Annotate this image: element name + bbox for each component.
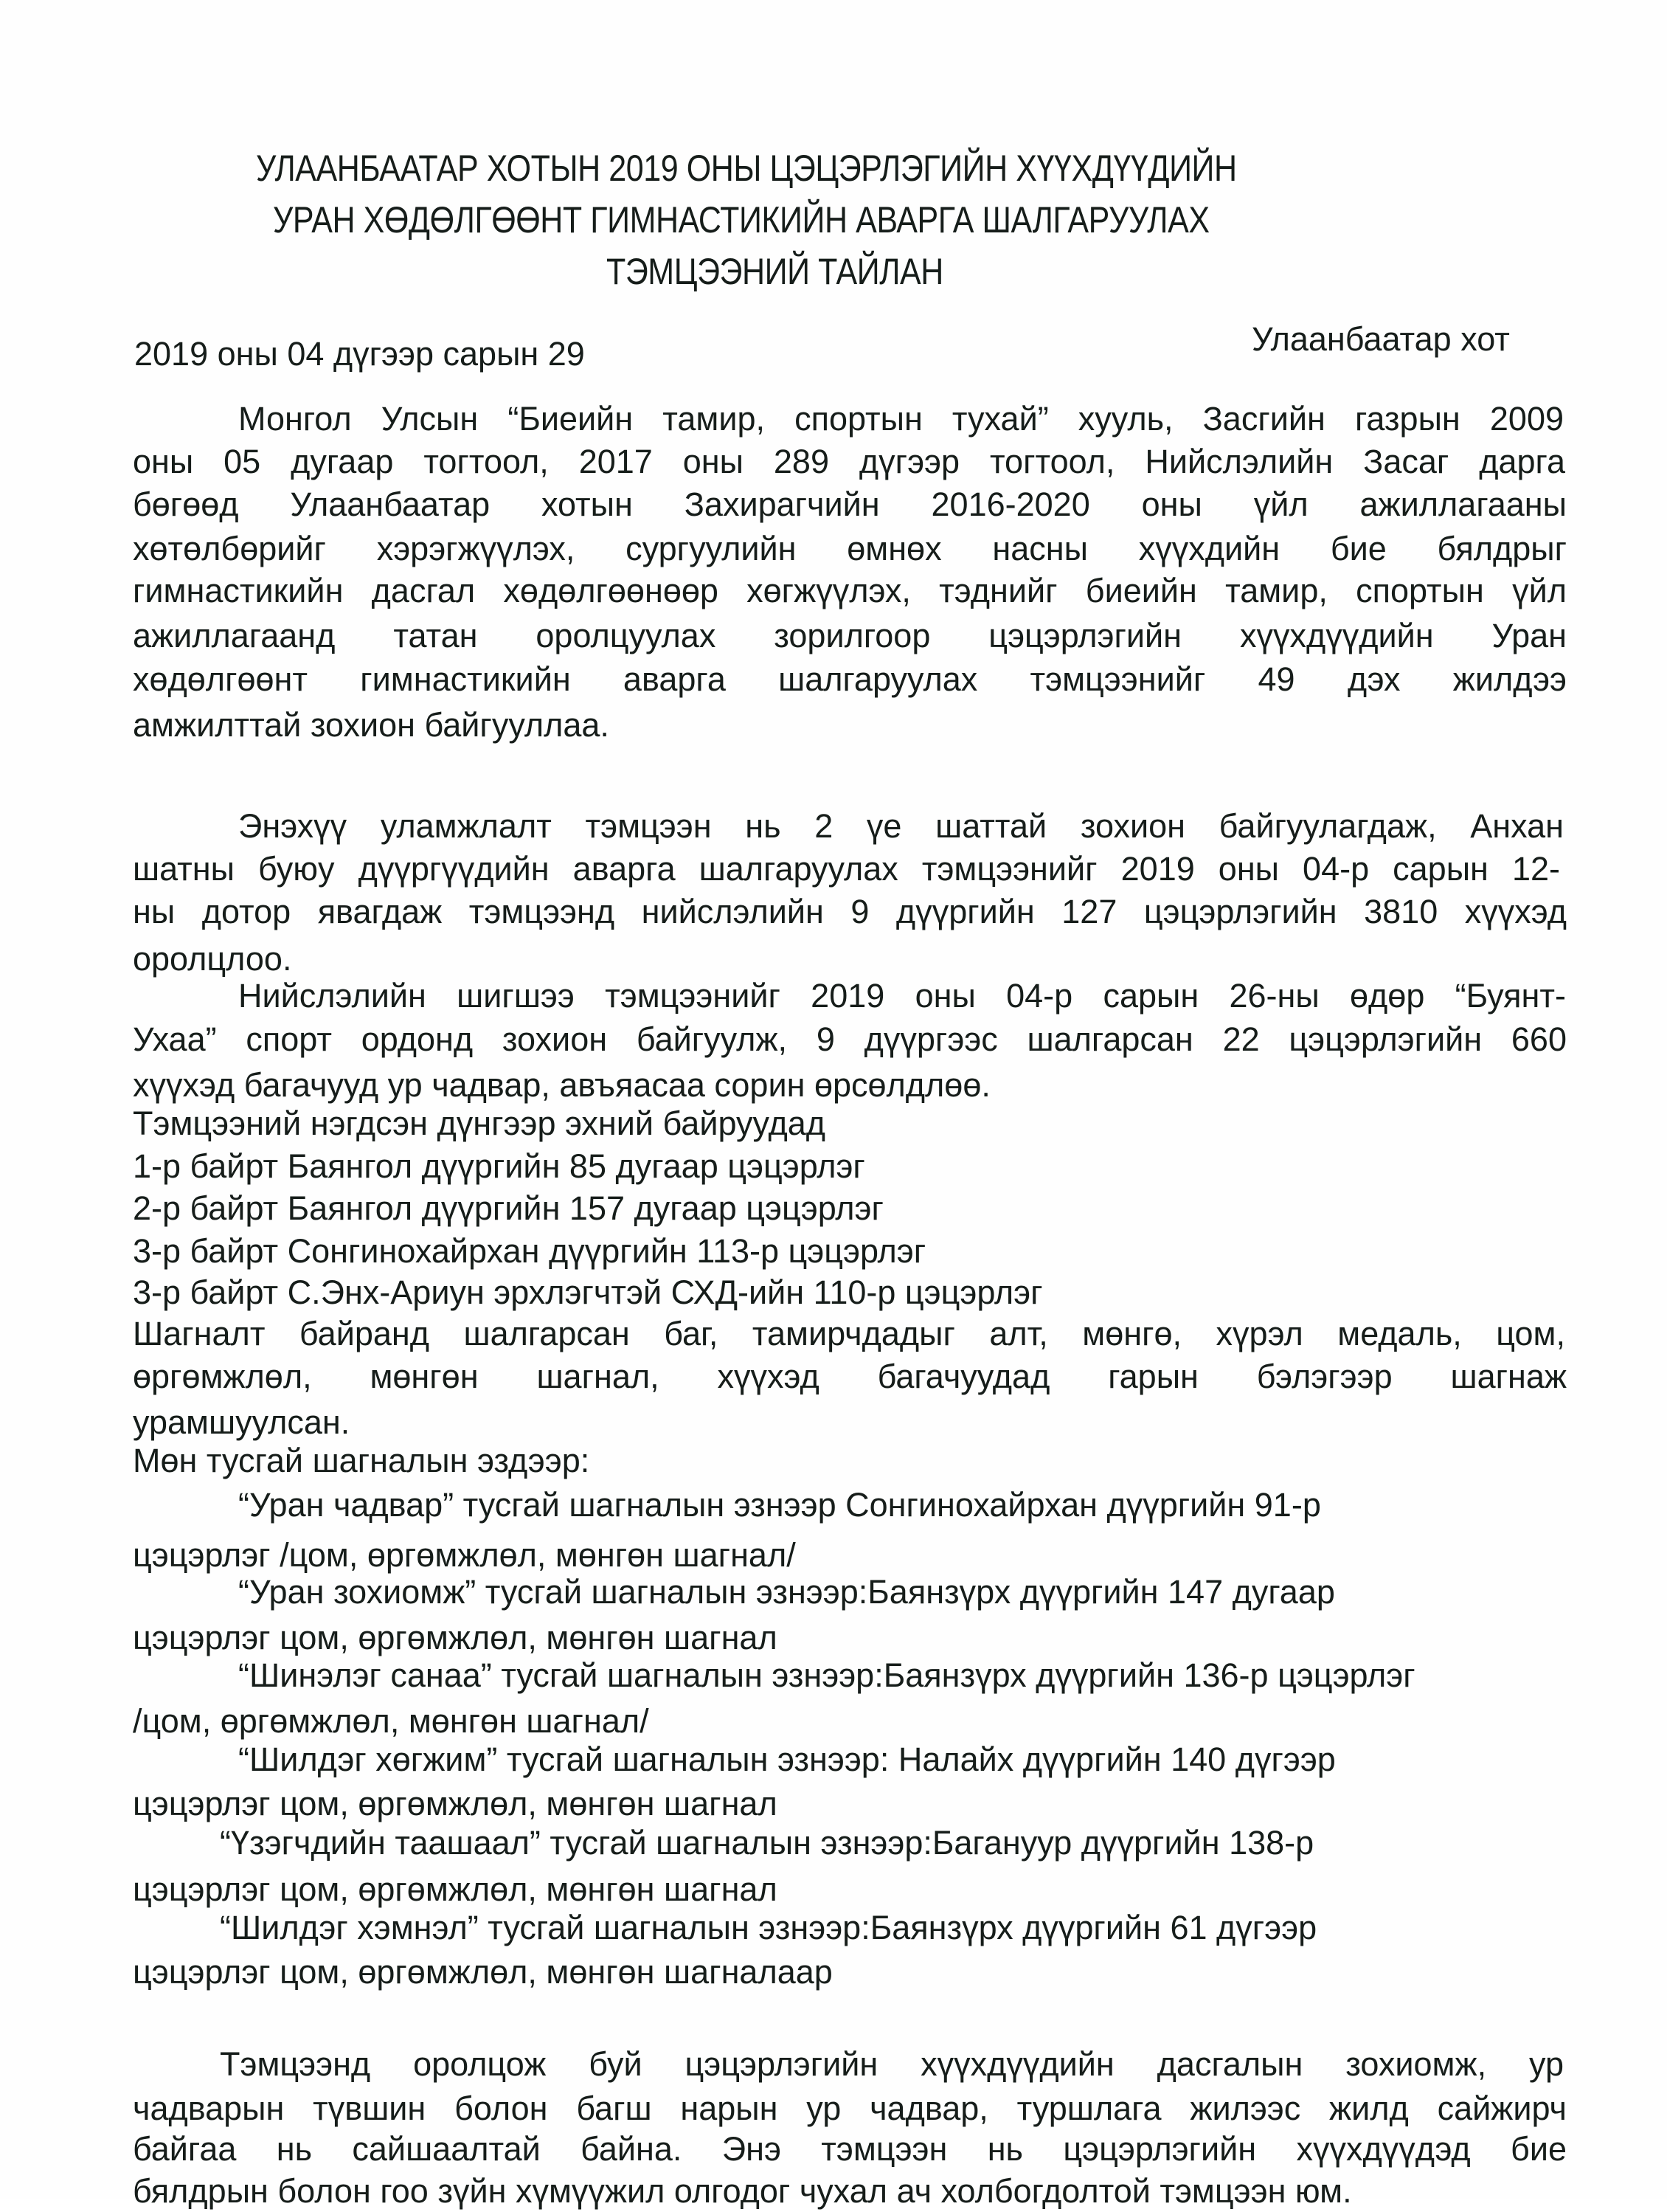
prize-text-line: Шагналт байранд шалгарсан баг, тамирчдадыг алт, мөнгө, хүрэл медаль, цом, xyxy=(133,1315,1565,1352)
special-award-line: цэцэрлэг цом, өргөмжлөл, мөнгөн шагнал xyxy=(133,1785,777,1822)
paragraph-line: хөдөлгөөнт гимнастикийн аварга шалгаруулах тэмцээнийг 49 дэх жилдээ xyxy=(133,660,1567,698)
paragraph-line: шатны буюу дүүргүүдийн аварга шалгаруулах тэмцээнийг 2019 оны 04-р сарын 12- xyxy=(133,850,1560,888)
special-award-line: цэцэрлэг цом, өргөмжлөл, мөнгөн шагнал xyxy=(133,1870,777,1908)
result-place-3b: 3-р байрт С.Энх-Ариун эрхлэгчтэй СХД-ийн 110-р цэцэрлэг xyxy=(133,1273,1043,1311)
paragraph-line: гимнастикийн дасгал хөдөлгөөнөөр хөгжүүлэх, тэднийг биеийн тамир, спортын үйл xyxy=(133,572,1567,609)
paragraph-line: Энэхүү уламжлалт тэмцээн нь 2 үе шаттай зохион байгуулагдаж, Анхан xyxy=(238,807,1564,845)
result-place-2: 2-р байрт Баянгол дүүргийн 157 дугаар цэцэрлэг xyxy=(133,1189,884,1227)
document-date: 2019 оны 04 дүгээр сарын 29 xyxy=(134,335,585,373)
special-award-line: “Шилдэг хэмнэл” тусгай шагналын эзнээр:Баянзүрх дүүргийн 61 дүгээр xyxy=(220,1909,1317,1946)
paragraph-line: амжилттай зохион байгууллаа. xyxy=(133,706,609,744)
document-title-line-1: УЛААНБААТАР ХОТЫН 2019 ОНЫ ЦЭЦЭРЛЭГИЙН ХҮҮХДҮҮДИЙН xyxy=(256,148,1237,189)
prize-text-line: урамшуулсан. xyxy=(133,1403,350,1441)
special-award-line: “Уран зохиомж” тусгай шагналын эзнээр:Баянзүрх дүүргийн 147 дугаар xyxy=(238,1573,1335,1611)
paragraph-line: хүүхэд багачууд ур чадвар, авъяасаа сорин өрсөлдлөө. xyxy=(133,1066,991,1104)
paragraph-line: оролцлоо. xyxy=(133,940,292,978)
paragraph-line: бялдрын болон гоо зүйн хүмүүжил олгодог чухал ач холбогдолтой тэмцээн юм. xyxy=(133,2172,1352,2210)
paragraph-line: байгаа нь сайшаалтай байна. Энэ тэмцээн нь цэцэрлэгийн хүүхдүүдэд бие xyxy=(133,2130,1567,2168)
results-heading: Тэмцээний нэгдсэн дүнгээр эхний байруудад xyxy=(133,1105,826,1142)
paragraph-line: ны дотор явагдаж тэмцээнд нийслэлийн 9 дүүргийн 127 цэцэрлэгийн 3810 хүүхэд xyxy=(133,893,1567,930)
paragraph-line: Тэмцээнд оролцож буй цэцэрлэгийн хүүхдүүдийн дасгалын зохиомж, ур xyxy=(220,2045,1564,2083)
paragraph-line: чадварын түвшин болон багш нарын ур чадвар, туршлага жилээс жилд сайжирч xyxy=(133,2090,1567,2127)
special-award-line: “Шилдэг хөгжим” тусгай шагналын эзнээр: Налайх дүүргийн 140 дүгээр xyxy=(238,1741,1336,1778)
document-title-line-2: УРАН ХӨДӨЛГӨӨНТ ГИМНАСТИКИЙН АВАРГА ШАЛГАРУУЛАХ xyxy=(273,199,1210,241)
special-awards-heading: Мөн тусгай шагналын эздээр: xyxy=(133,1442,590,1479)
result-place-1: 1-р байрт Баянгол дүүргийн 85 дугаар цэцэрлэг xyxy=(133,1147,865,1185)
paragraph-line: Ухаа” спорт ордонд зохион байгуулж, 9 дүүргээс шалгарсан 22 цэцэрлэгийн 660 xyxy=(133,1020,1567,1058)
paragraph-line: Нийслэлийн шигшээ тэмцээнийг 2019 оны 04-р сарын 26-ны өдөр “Буянт- xyxy=(238,977,1566,1015)
paragraph-line: оны 05 дугаар тогтоол, 2017 оны 289 дүгээр тогтоол, Нийслэлийн Засаг дарга xyxy=(133,443,1565,480)
special-award-line: “Уран чадвар” тусгай шагналын эзнээр Сонгинохайрхан дүүргийн 91-р xyxy=(238,1486,1321,1524)
special-award-line: цэцэрлэг цом, өргөмжлөл, мөнгөн шагналаар xyxy=(133,1953,833,1991)
special-award-line: цэцэрлэг цом, өргөмжлөл, мөнгөн шагнал xyxy=(133,1619,777,1656)
special-award-line: цэцэрлэг /цом, өргөмжлөл, мөнгөн шагнал/ xyxy=(133,1536,796,1574)
prize-text-line: өргөмжлөл, мөнгөн шагнал, хүүхэд багачуудад гарын бэлэгээр шагнаж xyxy=(133,1358,1567,1395)
paragraph-line: ажиллагаанд татан оролцуулах зорилгоор цэцэрлэгийн хүүхдүүдийн Уран xyxy=(133,617,1567,654)
document-place: Улаанбаатар хот xyxy=(1252,320,1510,358)
document-title-line-3: ТЭМЦЭЭНИЙ ТАЙЛАН xyxy=(606,251,943,292)
special-award-line: “Үзэгчдийн таашаал” тусгай шагналын эзнээр:Багануур дүүргийн 138-р xyxy=(220,1824,1314,1862)
paragraph-line: Монгол Улсын “Биеийн тамир, спортын тухай” хууль, Засгийн газрын 2009 xyxy=(238,400,1564,438)
special-award-line: /цом, өргөмжлөл, мөнгөн шагнал/ xyxy=(133,1702,649,1740)
paragraph-line: хөтөлбөрийг хэрэгжүүлэх, сургуулийн өмнөх насны хүүхдийн бие бялдрыг xyxy=(133,530,1567,567)
special-award-line: “Шинэлэг санаа” тусгай шагналын эзнээр:Баянзүрх дүүргийн 136-р цэцэрлэг xyxy=(238,1656,1415,1694)
result-place-3a: 3-р байрт Сонгинохайрхан дүүргийн 113-р цэцэрлэг xyxy=(133,1232,926,1270)
paragraph-line: бөгөөд Улаанбаатар хотын Захирагчийн 2016-2020 оны үйл ажиллагааны xyxy=(133,485,1567,523)
